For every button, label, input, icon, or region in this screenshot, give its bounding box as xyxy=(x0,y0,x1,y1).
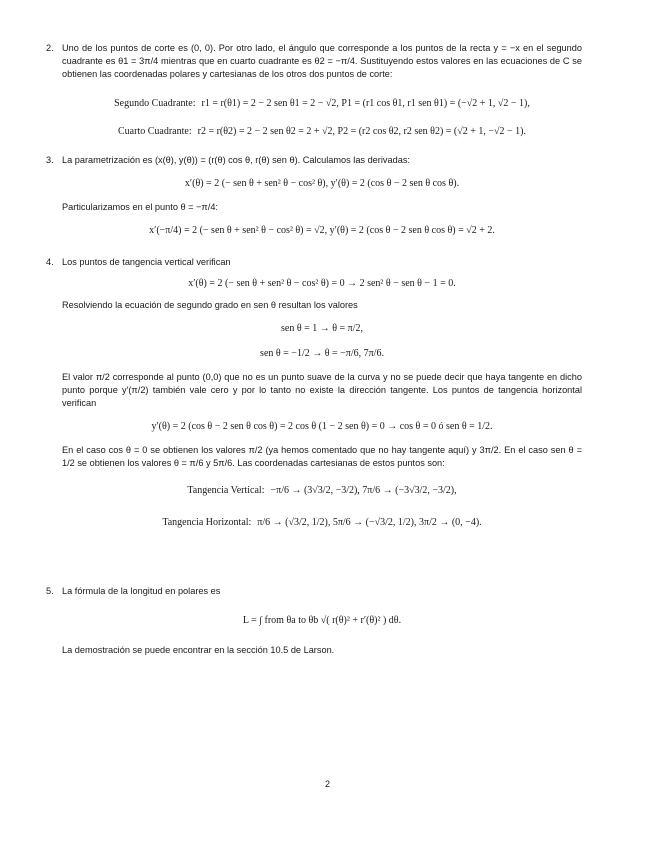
equation-sen-minus-half: sen θ = −1/2 → θ = −π/6, 7π/6. xyxy=(260,347,384,359)
equation-label: Tangencia Horizontal: xyxy=(162,517,252,529)
equation: r2 = r(θ2) = 2 − 2 sen θ2 = 2 + √2, P2 = (r2 cos θ2, r2 sen θ2) = (√2 + 1, −√2 − 1). xyxy=(197,126,526,138)
item-3-text: La parametrización es (x(θ), y(θ)) = (r(θ) cos θ, r(θ) sen θ). Calculamos las derivadas: xyxy=(62,155,410,165)
equation-derivatives: x′(θ) = 2 (− sen θ + sen² θ − cos² θ), y′(θ) = 2 (cos θ − 2 sen θ cos θ). xyxy=(184,178,460,190)
equation-label: Segundo Cuadrante: xyxy=(114,98,196,110)
equation-sen-1: sen θ = 1 → θ = π/2, xyxy=(280,323,364,335)
item-4-text: Los puntos de tangencia vertical verifican xyxy=(62,257,231,267)
item-number: 3. xyxy=(46,155,54,165)
equation-arc-length: L = ∫ from θa to θb √( r(θ)² + r′(θ)² ) dθ. xyxy=(242,615,402,627)
item-2-text: Uno de los puntos de corte es (0, 0). Por otro lado, el ángulo que corresponde a los puntos de la recta y = −x en el segundo cuadrante es θ1 = 3π/4 mientras que en cuarto cuadrante es θ2 = −π/4. Sustituyendo estos valores en las ecuaciones de C se obtienen las coordenadas polares y cartesianas de los otros dos puntos de corte: xyxy=(62,43,582,80)
equation-fourth-quadrant xyxy=(62,125,582,139)
page-number: 2 xyxy=(324,779,330,789)
equation: −π/6 → (3√3/2, −3/2), 7π/6 → (−3√3/2, −3/2), xyxy=(270,485,457,497)
equation-label: Cuarto Cuadrante: xyxy=(118,126,192,138)
item-3-text-2: Particularizamos en el punto θ = −π/4: xyxy=(62,202,218,213)
item-5-text-2: La demostración se puede encontrar en la sección 10.5 de Larson. xyxy=(62,645,335,656)
item-5-text: La fórmula de la longitud en polares es xyxy=(62,586,221,596)
equation-second-quadrant xyxy=(62,97,582,111)
item-2 xyxy=(46,42,582,140)
item-4-text-4: En el caso cos θ = 0 se obtienen los valores π/2 (ya hemos comentado que no hay tangente aquí) y 3π/2. En el caso sen θ = 1/2 se obtienen los valores θ = π/6 y 5π/6. Las coordenadas cartesianas de estos puntos son: xyxy=(62,445,582,469)
item-number: 5. xyxy=(46,586,54,596)
equation-horizontal-tangency: y′(θ) = 2 (cos θ − 2 sen θ cos θ) = 2 cos θ (1 − 2 sen θ) = 0 → cos θ = 0 ó sen θ = 1/2. xyxy=(151,420,493,432)
equation-particular: x′(−π/4) = 2 (− sen θ + sen² θ − cos² θ) = √2, y′(θ) = 2 (cos θ − 2 sen θ cos θ) = √2 + 2. xyxy=(149,225,495,237)
item-5 xyxy=(46,585,582,657)
item-4-text-3: El valor π/2 corresponde al punto (0,0) que no es un punto suave de la curva y no se puede decir que haya tangente en dicho punto porque y′(π/2) también vale cero y por lo tanto no existe la dirección tangente. Los puntos de tangencia horizontal verifican xyxy=(62,371,582,408)
item-3 xyxy=(46,154,582,239)
equation: π/6 → (√3/2, 1/2), 5π/6 → (−√3/2, 1/2), 3π/2 → (0, −4). xyxy=(257,517,482,529)
equation-vertical-tangency: x′(θ) = 2 (− sen θ + sen² θ − cos² θ) = 0 → 2 sen² θ − sen θ − 1 = 0. xyxy=(188,278,456,290)
equation-horizontal-points xyxy=(62,516,582,530)
item-number: 2. xyxy=(46,43,54,53)
item-4-text-2: Resolviendo la ecuación de segundo grado en sen θ resultan los valores xyxy=(62,300,358,311)
equation: r1 = r(θ1) = 2 − 2 sen θ1 = 2 − √2, P1 = (r1 cos θ1, r1 sen θ1) = (−√2 + 1, √2 − 1), xyxy=(201,98,530,110)
equation-vertical-points xyxy=(62,484,582,498)
item-4 xyxy=(46,256,582,531)
equation-label: Tangencia Vertical: xyxy=(187,485,265,497)
item-number: 4. xyxy=(46,257,54,267)
